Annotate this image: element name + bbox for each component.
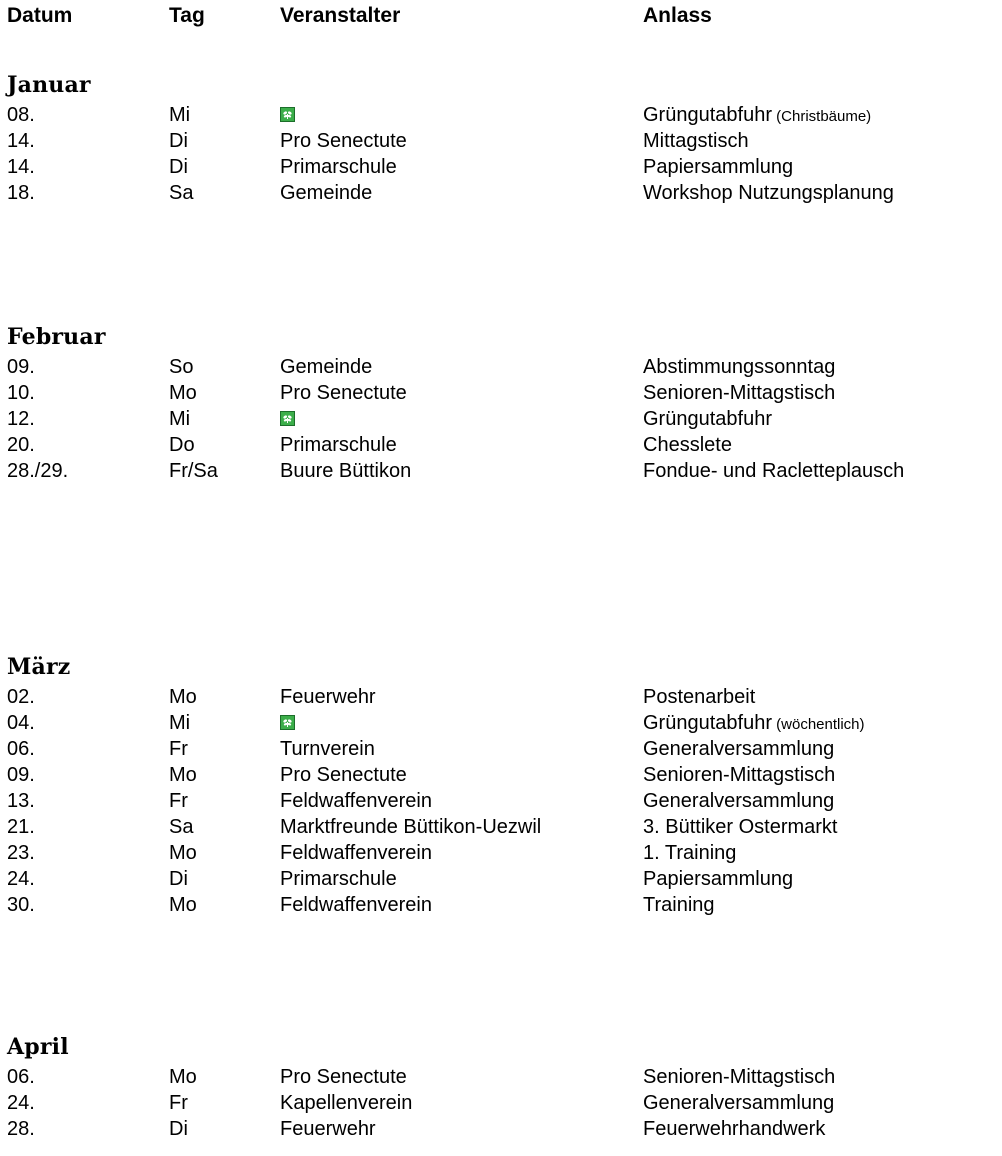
event-veranstalter: Feldwaffenverein — [280, 790, 432, 812]
event-row — [0, 710, 1002, 736]
event-veranstalter: Buure Büttikon — [280, 460, 412, 482]
event-row — [0, 102, 1002, 128]
event-veranstalter: Pro Senectute — [280, 382, 407, 404]
event-datum: 12. — [7, 408, 35, 430]
month-title: Februar — [7, 324, 106, 350]
event-rows — [0, 1064, 1002, 1142]
event-anlass-text: 1. Training — [643, 842, 737, 864]
event-anlass — [643, 128, 749, 154]
header-tag: Tag — [169, 4, 205, 27]
event-tag: Mi — [169, 408, 191, 430]
event-anlass-note: (wöchentlich) — [771, 716, 865, 733]
event-tag: Mi — [169, 712, 191, 734]
event-datum: 13. — [7, 790, 35, 812]
event-tag: Di — [169, 156, 188, 178]
event-datum: 18. — [7, 182, 35, 204]
event-anlass — [643, 840, 736, 866]
event-datum: 09. — [7, 356, 35, 378]
event-anlass-text: Papiersammlung — [643, 156, 794, 178]
event-veranstalter: Feldwaffenverein — [280, 842, 432, 864]
event-veranstalter: Pro Senectute — [280, 1066, 407, 1088]
event-anlass-text: 3. Büttiker Ostermarkt — [643, 816, 838, 838]
event-datum: 06. — [7, 738, 35, 760]
header-veranstalter: Veranstalter — [280, 4, 401, 27]
event-datum: 24. — [7, 1092, 35, 1114]
event-row — [0, 180, 1002, 206]
event-veranstalter: Kapellenverein — [280, 1092, 413, 1114]
event-veranstalter: Turnverein — [280, 738, 375, 760]
event-anlass — [643, 866, 793, 892]
event-row — [0, 840, 1002, 866]
event-anlass-text: Chesslete — [643, 434, 732, 456]
column-header-row — [0, 4, 1002, 34]
event-anlass — [643, 788, 834, 814]
event-anlass-text: Papiersammlung — [643, 868, 794, 890]
event-anlass-text: Fondue- und Racletteplausch — [643, 460, 905, 482]
event-veranstalter: Feuerwehr — [280, 1118, 376, 1140]
event-tag: Sa — [169, 816, 194, 838]
event-anlass — [643, 736, 834, 762]
green-waste-icon — [280, 715, 295, 730]
event-tag: Di — [169, 868, 188, 890]
event-datum: 08. — [7, 104, 35, 126]
event-anlass — [643, 102, 871, 130]
event-veranstalter: Primarschule — [280, 868, 397, 890]
event-row — [0, 1064, 1002, 1090]
event-tag: Mi — [169, 104, 191, 126]
event-anlass-note: (Christbäume) — [771, 108, 872, 125]
event-anlass — [643, 1090, 834, 1116]
event-anlass-text: Senioren-Mittagstisch — [643, 382, 836, 404]
event-anlass — [643, 154, 793, 180]
event-anlass-text: Postenarbeit — [643, 686, 756, 708]
event-datum: 21. — [7, 816, 35, 838]
event-anlass-text: Grüngutabfuhr — [643, 408, 772, 430]
event-tag: Fr/Sa — [169, 460, 218, 482]
event-datum: 09. — [7, 764, 35, 786]
event-veranstalter: Marktfreunde Büttikon-Uezwil — [280, 816, 542, 838]
event-tag: Mo — [169, 686, 197, 708]
event-rows — [0, 684, 1002, 918]
event-datum: 10. — [7, 382, 35, 404]
event-tag: Mo — [169, 842, 197, 864]
event-row — [0, 684, 1002, 710]
event-tag: So — [169, 356, 194, 378]
event-anlass-text: Abstimmungssonntag — [643, 356, 836, 378]
event-anlass-text: Training — [643, 894, 715, 916]
event-anlass — [643, 710, 865, 738]
event-anlass-text: Feuerwehrhandwerk — [643, 1118, 826, 1140]
event-datum: 23. — [7, 842, 35, 864]
event-anlass — [643, 814, 838, 840]
event-datum: 06. — [7, 1066, 35, 1088]
event-datum: 14. — [7, 130, 35, 152]
event-tag: Di — [169, 130, 188, 152]
event-rows — [0, 354, 1002, 484]
event-row — [0, 1116, 1002, 1142]
event-anlass — [643, 1116, 825, 1142]
event-row — [0, 892, 1002, 918]
event-anlass-text: Grüngutabfuhr — [643, 104, 772, 126]
event-tag: Di — [169, 1118, 188, 1140]
event-anlass-text: Senioren-Mittagstisch — [643, 1066, 836, 1088]
event-datum: 28./29. — [7, 460, 69, 482]
header-datum: Datum — [7, 4, 73, 27]
event-veranstalter: Primarschule — [280, 156, 397, 178]
green-waste-icon — [280, 411, 295, 426]
event-anlass-text: Grüngutabfuhr — [643, 712, 772, 734]
event-anlass-text: Mittagstisch — [643, 130, 749, 152]
event-row — [0, 354, 1002, 380]
event-row — [0, 406, 1002, 432]
event-row — [0, 1090, 1002, 1116]
header-anlass: Anlass — [643, 4, 712, 27]
event-tag: Mo — [169, 1066, 197, 1088]
event-row — [0, 128, 1002, 154]
event-veranstalter: Gemeinde — [280, 182, 373, 204]
event-anlass — [643, 684, 755, 710]
event-tag: Fr — [169, 1092, 188, 1114]
event-anlass-text: Generalversammlung — [643, 790, 835, 812]
event-datum: 02. — [7, 686, 35, 708]
month-title: Januar — [7, 72, 91, 98]
event-tag: Fr — [169, 790, 188, 812]
event-veranstalter: Pro Senectute — [280, 130, 407, 152]
event-row — [0, 154, 1002, 180]
event-row — [0, 814, 1002, 840]
event-row — [0, 788, 1002, 814]
event-datum: 20. — [7, 434, 35, 456]
event-anlass — [643, 762, 835, 788]
event-tag: Fr — [169, 738, 188, 760]
event-veranstalter: Pro Senectute — [280, 764, 407, 786]
event-datum: 04. — [7, 712, 35, 734]
event-row — [0, 458, 1002, 484]
event-anlass-text: Senioren-Mittagstisch — [643, 764, 836, 786]
event-anlass — [643, 458, 904, 484]
event-tag: Mo — [169, 382, 197, 404]
event-row — [0, 866, 1002, 892]
event-tag: Sa — [169, 182, 194, 204]
event-anlass-text: Generalversammlung — [643, 738, 835, 760]
month-title: April — [7, 1034, 69, 1060]
event-veranstalter: Gemeinde — [280, 356, 373, 378]
event-row — [0, 736, 1002, 762]
green-waste-icon — [280, 107, 295, 122]
event-row — [0, 380, 1002, 406]
event-datum: 24. — [7, 868, 35, 890]
event-anlass-text: Workshop Nutzungsplanung — [643, 182, 894, 204]
event-datum: 30. — [7, 894, 35, 916]
event-veranstalter: Primarschule — [280, 434, 397, 456]
event-row — [0, 432, 1002, 458]
event-veranstalter: Feldwaffenverein — [280, 894, 432, 916]
event-anlass — [643, 1064, 835, 1090]
event-datum: 28. — [7, 1118, 35, 1140]
month-title: März — [7, 654, 71, 680]
event-anlass — [643, 432, 732, 458]
event-anlass — [643, 380, 835, 406]
event-anlass-text: Generalversammlung — [643, 1092, 835, 1114]
event-row — [0, 762, 1002, 788]
event-tag: Do — [169, 434, 195, 456]
event-anlass — [643, 892, 715, 918]
event-anlass — [643, 354, 835, 380]
event-anlass — [643, 406, 772, 432]
event-veranstalter: Feuerwehr — [280, 686, 376, 708]
event-tag: Mo — [169, 894, 197, 916]
event-datum: 14. — [7, 156, 35, 178]
event-rows — [0, 102, 1002, 206]
event-tag: Mo — [169, 764, 197, 786]
event-anlass — [643, 180, 894, 206]
